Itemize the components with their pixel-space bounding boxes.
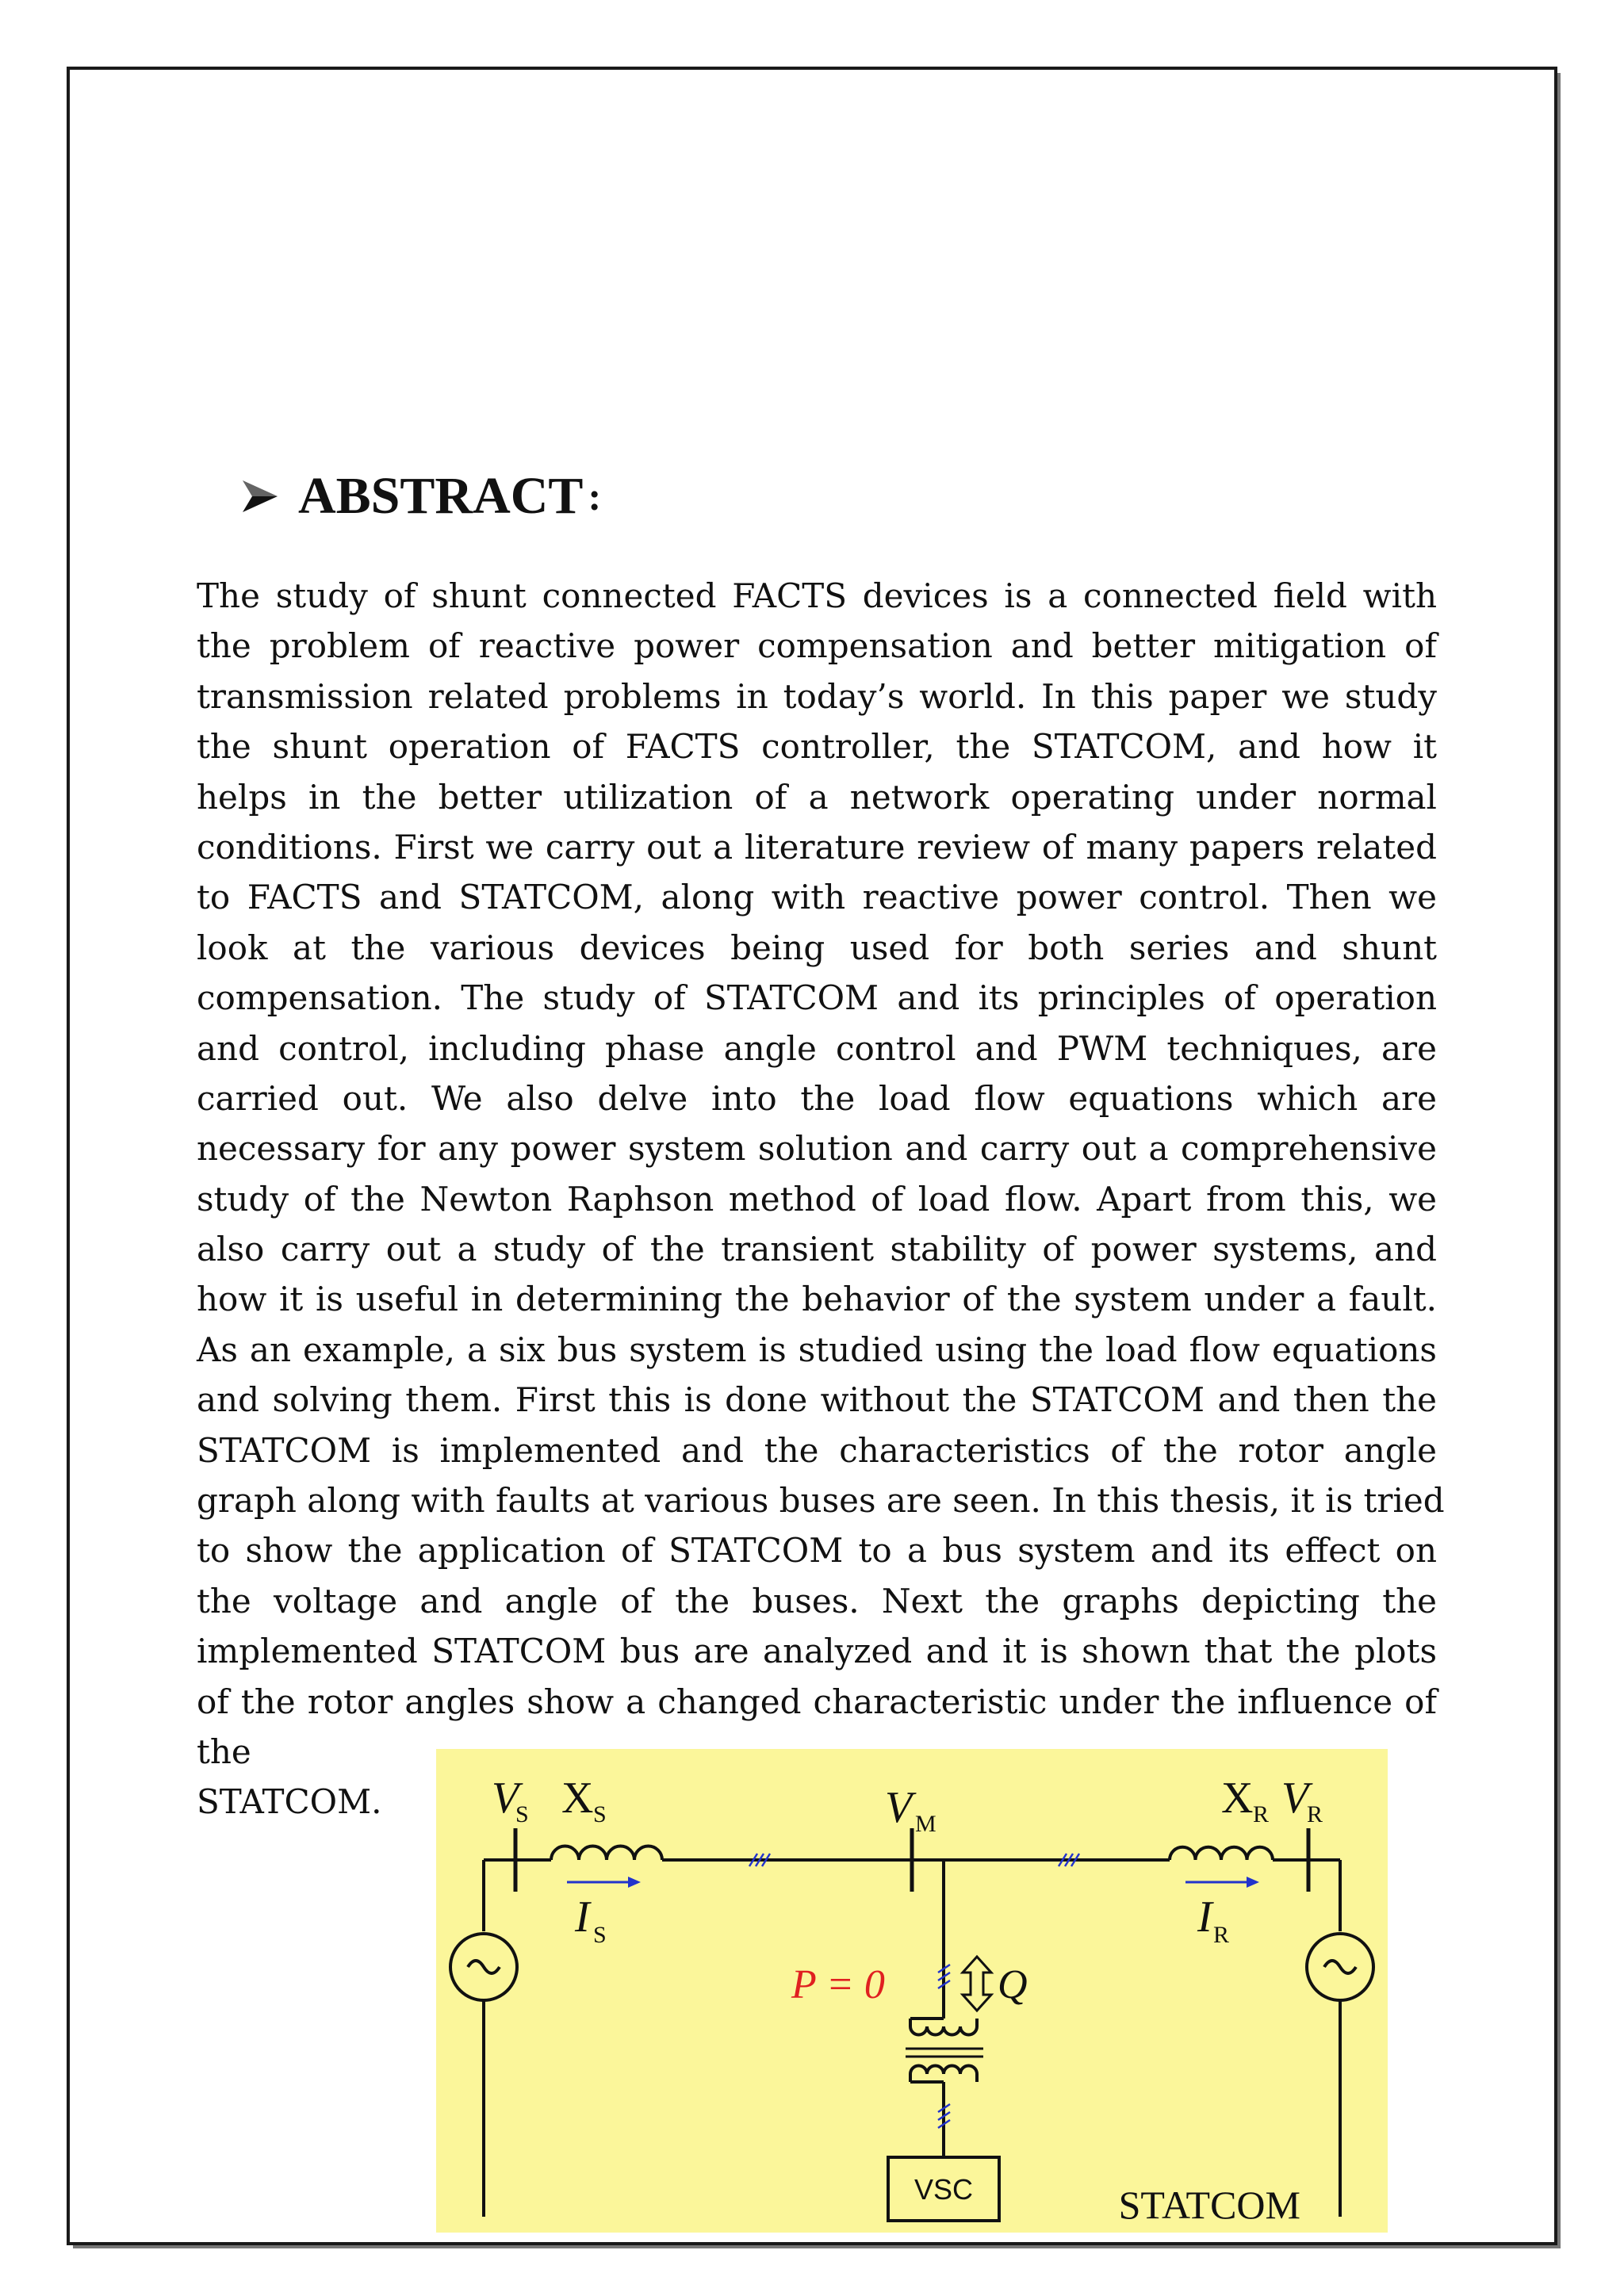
vr-label: V [1281,1774,1309,1823]
abstract-line: how it is useful in determining the behavior of the system under a fault. [197,1280,1437,1319]
is-label: I [575,1892,590,1942]
abstract-line: helps in the better utilization of a network operating under normal [197,777,1437,817]
xs-inductor-icon [551,1846,662,1861]
vs-subscript: S [515,1801,529,1827]
abstract-line: STATCOM. [197,1782,382,1822]
p-zero-label: P = 0 [791,1962,885,2007]
page-border-shadow [73,2245,1561,2248]
heading-title: ABSTRACT [298,467,584,525]
abstract-line: to show the application of STATCOM to a bus system and its effect on [197,1531,1437,1571]
xr-inductor-icon [1170,1847,1273,1860]
abstract-line: carried out. We also delve into the load flow equations which are [197,1078,1437,1118]
xr-label: X [1221,1774,1254,1823]
vm-subscript: M [915,1811,936,1837]
abstract-line: STATCOM is implemented and the characteristics of the rotor angle [197,1430,1437,1470]
abstract-line: also carry out a study of the transient stability of power systems, and [197,1230,1437,1269]
abstract-line: transmission related problems in today’s world. In this paper we study [197,676,1437,716]
abstract-line: conditions. First we carry out a literature review of many papers related [197,827,1437,867]
abstract-line: the problem of reactive power compensation and better mitigation of [197,626,1437,666]
heading-colon: : [588,474,602,519]
ir-label: I [1197,1892,1212,1942]
abstract-line: implemented STATCOM bus are analyzed and it is shown that the plots [197,1632,1437,1671]
abstract-line: the [197,1732,251,1771]
abstract-line: and solving them. First this is done without the STATCOM and then the [197,1380,1437,1420]
q-label: Q [998,1962,1028,2007]
xr-subscript: R [1253,1801,1270,1827]
xs-subscript: S [593,1801,607,1827]
is-subscript: S [593,1922,607,1948]
arrow-bullet-icon [239,476,281,517]
section-heading [239,465,601,528]
abstract-line: the shunt operation of FACTS controller, the STATCOM, and how it [197,727,1437,767]
figure-caption: STATCOM [1118,2183,1300,2227]
abstract-line: the voltage and angle of the buses. Next the graphs depicting the [197,1581,1437,1621]
vm-label: V [885,1783,913,1832]
reactive-power-arrow-icon [963,1957,991,2011]
statcom-diagram [436,1749,1388,2233]
xs-label: X [561,1774,594,1823]
transformer-primary-icon [910,2026,977,2035]
abstract-line: necessary for any power system solution and carry out a comprehensive [197,1129,1437,1169]
vsc-label: VSC [914,2173,974,2206]
abstract-line: look at the various devices being used for both series and shunt [197,928,1437,967]
abstract-line: of the rotor angles show a changed characteristic under the influence of [197,1682,1437,1721]
vs-label: V [492,1774,519,1823]
abstract-line: compensation. The study of STATCOM and its principles of operation [197,978,1437,1018]
abstract-line: As an example, a six bus system is studied using the load flow equations [197,1330,1437,1369]
transformer-secondary-icon [910,2066,977,2075]
vr-subscript: R [1307,1801,1323,1827]
abstract-line: study of the Newton Raphson method of load flow. Apart from this, we [197,1179,1437,1219]
page-border-shadow [1557,73,1561,2248]
abstract-line: and control, including phase angle control and PWM techniques, are [197,1028,1437,1068]
ir-subscript: R [1213,1922,1230,1948]
abstract-line: graph along with faults at various buses are seen. In this thesis, it is tried [197,1481,1445,1521]
abstract-line: The study of shunt connected FACTS devices is a connected field with [197,576,1437,615]
abstract-paragraph [197,571,1445,1827]
statcom-circuit [436,1749,1388,2233]
abstract-line: to FACTS and STATCOM, along with reactive power control. Then we [197,878,1437,917]
